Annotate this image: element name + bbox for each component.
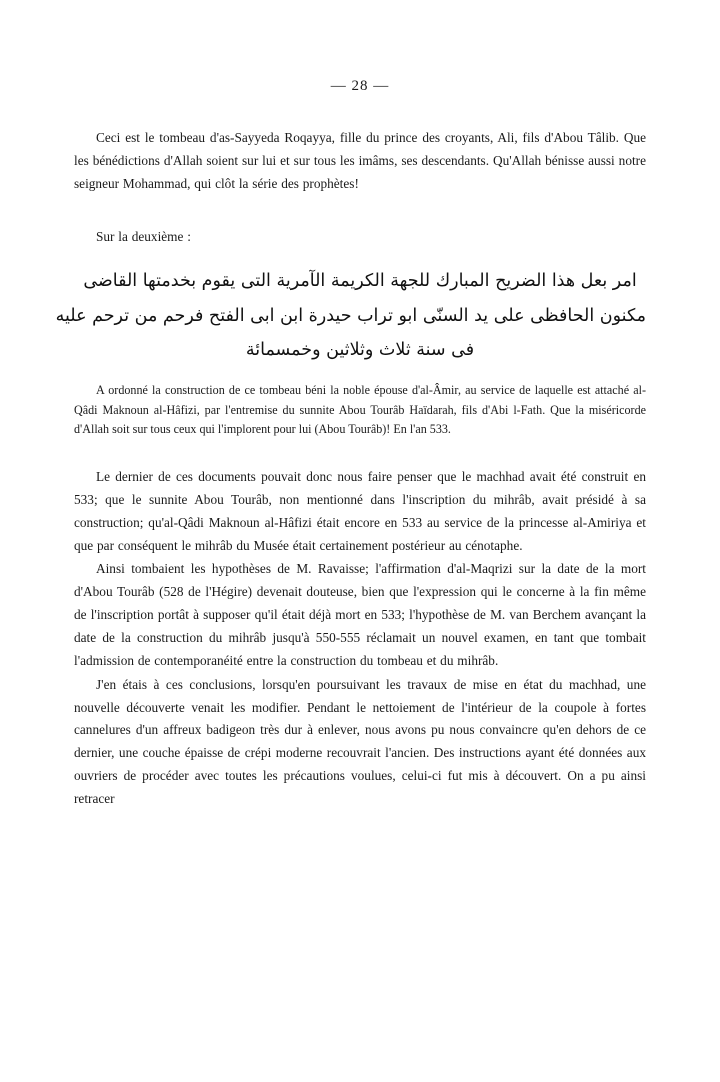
arabic-line-3: فى سنة ثلاث وثلاثين وخمسمائة [245, 339, 475, 360]
page-number: — 28 — [330, 78, 390, 94]
arabic-line-1: امر بعل هذا الضريح المبارك للجهة الكريمة الآمرية التى يقوم بخدمتها القاضى [83, 271, 637, 292]
body-paragraph-3: J'en étais à ces conclusions, lorsqu'en poursuivant les travaux de mise en état du machhad, une nouvelle découverte venait les modifier. Pendant le nettoiement de l'intérieur de la coupole à fortes cannelures d'un affreux badigeon très dur à enlever, nous avons pu nous convaincre qu'en dehors de ce dernier, une couche épaisse de crépi moderne recouvrait l'ancien. Des instructions ayant été données aux ouvriers de procéder avec toutes les précautions voulues, celui-ci fut mis à découvert. On a pu ainsi retracer [74, 676, 646, 806]
body-text [74, 466, 646, 811]
body-paragraph-2: Ainsi tombaient les hypothèses de M. Ravaisse; l'affirmation d'al-Maqrizi sur la date de la mort d'Abou Tourâb (528 de l'Hégire) devenait douteuse, bien que l'expression qui le concerne à la fin même de l'inscription portât à supposer qu'il était déjà mort en 533; l'hypothèse de M. van Berchem avançant la date de la construction du mihrâb jusqu'à 550-555 réclamait un nouvel examen, en tant que tombait l'admission de contemporanéité entre la construction du tombeau et du mihrâb. [74, 561, 646, 668]
intro-paragraph: Ceci est le tombeau d'as-Sayyeda Roqayya, fille du prince des croyants, Ali, fils d'Abou Tâlib. Que les bénédictions d'Allah soient sur lui et sur tous les imâms, ses descendants. Qu'Allah bénisse aussi notre seigneur Mohammad, qui clôt la série des prophètes! [74, 130, 646, 191]
arabic-inscription [55, 264, 646, 366]
arabic-translation: A ordonné la construction de ce tombeau béni la noble épouse d'al-Âmir, au service de laquelle est attaché al-Qâdi Maknoun al-Hâfizi, par l'entremise du sunnite Abou Tourâb Haïdarah, fils d'Abi l-Fath. Que la miséricorde d'Allah soit sur tous ceux qui l'implorent pour lui (Abou Tourâb)! En l'an 533. [74, 382, 646, 437]
arabic-line-2: مكنون الحافظى على يد السنّى ابو تراب حيدرة ابن ابى الفتح فرحم من ترحم عليه [55, 305, 646, 326]
body-paragraph-1: Le dernier de ces documents pouvait donc nous faire penser que le machhad avait été construit en 533; que le sunnite Abou Tourâb, non mentionné dans l'inscription du mihrâb, avait présidé à sa construction; qu'al-Qâdi Maknoun al-Hâfizi était encore en 533 au service de la princesse al-Amiriya et que par conséquent le mihrâb du Musée était certainement postérieur au cénotaphe. [74, 468, 646, 553]
second-inscription-lead: Sur la deuxième : [96, 228, 191, 244]
